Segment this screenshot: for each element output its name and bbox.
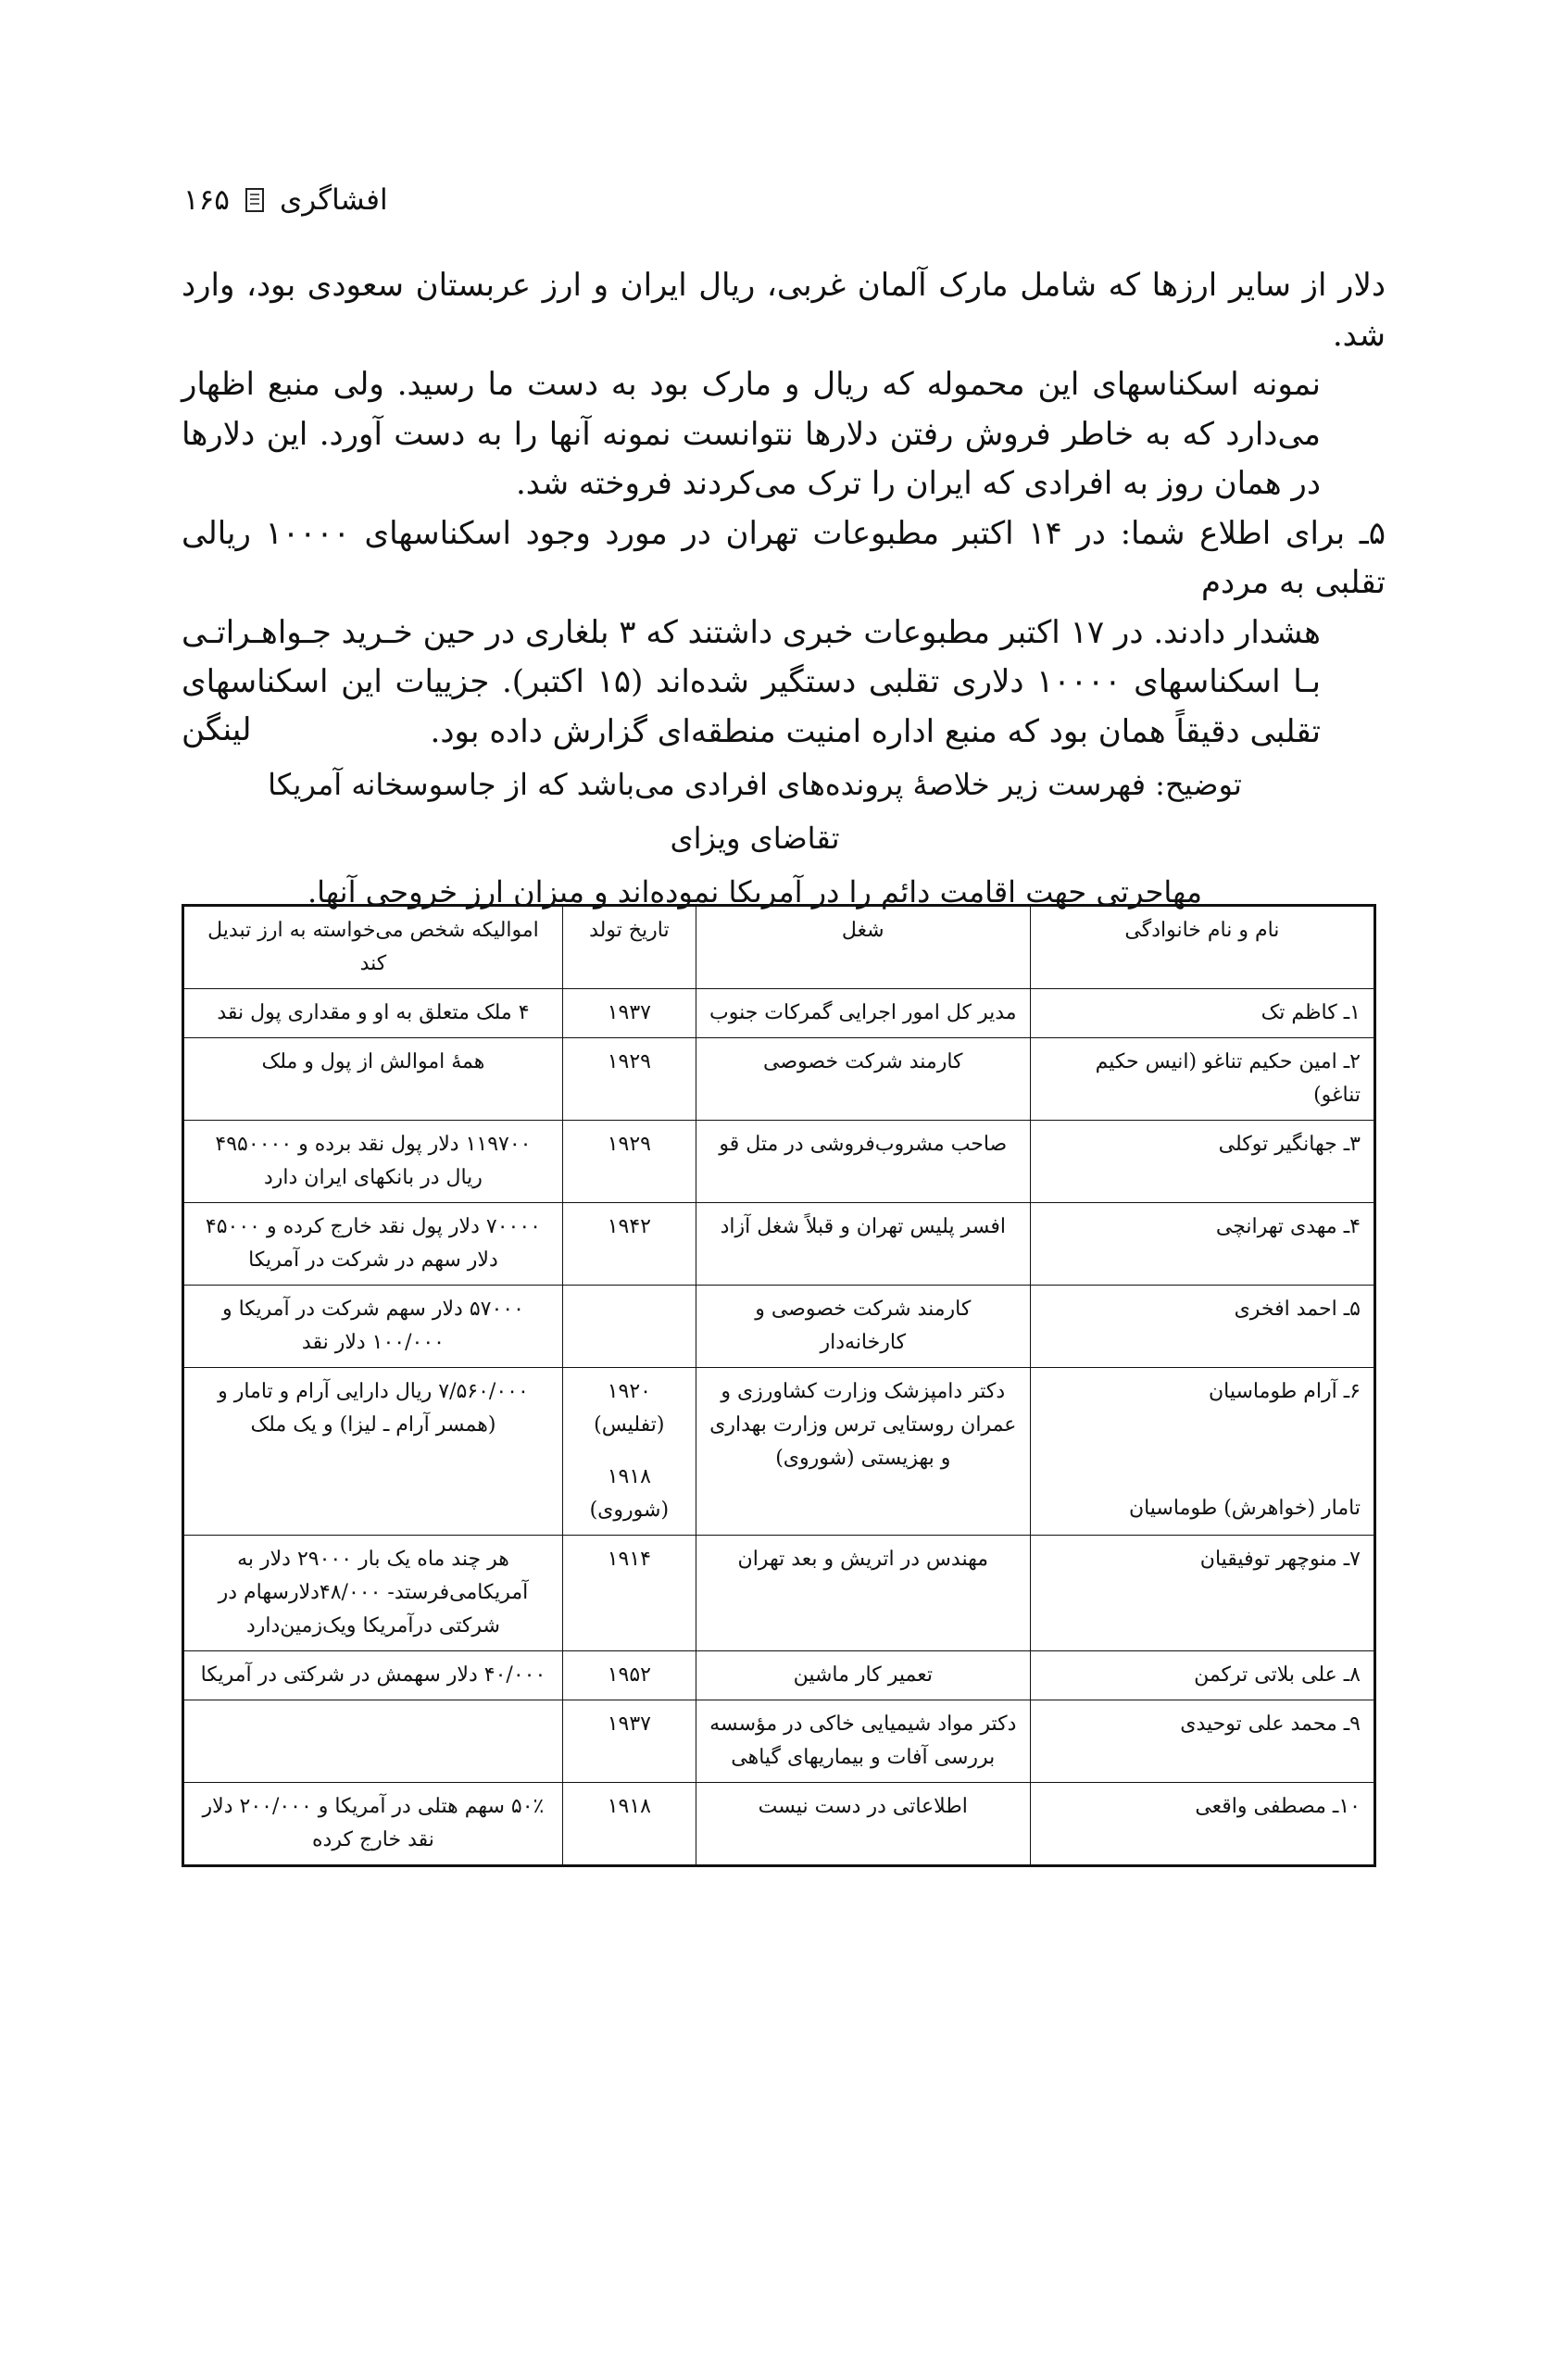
cell-birth: ۱۹۲۹ [562, 1038, 696, 1121]
paragraph-item-5: ۵ـ برای اطلاع شما: در ۱۴ اکتبر مطبوعات تهران در مورد وجود اسکناسهای ۱۰۰۰۰ ریالی تقلبی به مردم [182, 514, 1386, 601]
table-row [183, 1783, 1375, 1866]
table-row [183, 1203, 1375, 1286]
header-job: شغل [696, 906, 1030, 989]
cell-name: ۵ـ احمد افخری [1030, 1286, 1374, 1368]
header-name: نام و نام خانوادگی [1030, 906, 1374, 989]
cell-assets: همهٔ اموالش از پول و ملک [183, 1038, 563, 1121]
running-title: افشاگری [279, 183, 388, 217]
cell-name-secondary: تامار (خواهرش) طوماسیان [1128, 1497, 1361, 1520]
cell-name: ۱۰ـ مصطفی واقعی [1030, 1783, 1374, 1866]
cell-assets: ۷/۵۶۰/۰۰۰ ریال دارایی آرام و تامار و (همسر آرام ـ لیزا) و یک ملک [183, 1368, 563, 1536]
table-row [183, 1651, 1375, 1700]
table-row [183, 1286, 1375, 1368]
table-note [232, 758, 1278, 919]
cell-job: دکتر دامپزشک وزارت کشاورزی و عمران روستایی ترس وزارت بهداری و بهزیستی (شوروی) [696, 1368, 1030, 1536]
cell-birth: ۱۹۳۷ [562, 1700, 696, 1783]
cell-job: کارمند شرکت خصوصی و کارخانه‌دار [696, 1286, 1030, 1368]
table-row [183, 1368, 1375, 1536]
cell-name [1030, 1368, 1374, 1536]
cell-birth-primary: ۱۹۲۰ (تفلیس) [594, 1380, 665, 1436]
cell-name: ۷ـ منوچهر توفیقیان [1030, 1536, 1374, 1651]
header-assets: اموالیکه شخص می‌خواسته به ارز تبدیل کند [183, 906, 563, 989]
paragraph: دلار از سایر ارزها که شامل مارک آلمان غربی، ریال ایران و ارز عربستان سعودی بود، وارد شد. [182, 267, 1386, 354]
cell-job: دکتر مواد شیمیایی خاکی در مؤسسه بررسی آفات و بیماریهای گیاهی [696, 1700, 1030, 1783]
cell-name: ۴ـ مهدی تهرانچی [1030, 1203, 1374, 1286]
cell-assets: ۱۱۹۷۰۰ دلار پول نقد برده و ۴۹۵۰۰۰۰ ریال در بانکهای ایران دارد [183, 1121, 563, 1203]
cell-job: افسر پلیس تهران و قبلاً شغل آزاد [696, 1203, 1030, 1286]
cell-birth: ۱۹۱۴ [562, 1536, 696, 1651]
table-row [183, 1121, 1375, 1203]
cell-assets: هر چند ماه یک بار ۲۹۰۰۰ دلار به آمریکامی‌فرستد- ۴۸/۰۰۰دلارسهام در شرکتی درآمریکا ویک‌زمین‌دارد [183, 1536, 563, 1651]
cell-job: تعمیر کار ماشین [696, 1651, 1030, 1700]
table-row [183, 989, 1375, 1038]
cell-assets: ۷۰۰۰۰ دلار پول نقد خارج کرده و ۴۵۰۰۰ دلار سهم در شرکت در آمریکا [183, 1203, 563, 1286]
table-header-row [183, 906, 1375, 989]
cell-birth: ۱۹۴۲ [562, 1203, 696, 1286]
cell-assets: ۴۰/۰۰۰ دلار سهمش در شرکتی در آمریکا [183, 1651, 563, 1700]
cell-birth [562, 1368, 696, 1536]
note-line: توضیح: فهرست زیر خلاصهٔ پرونده‌های افرادی می‌باشد که از جاسوسخانه آمریکا تقاضای ویزای [268, 767, 1242, 856]
cell-name: ۸ـ علی بلاتی ترکمن [1030, 1651, 1374, 1700]
cell-job: کارمند شرکت خصوصی [696, 1038, 1030, 1121]
paragraph: هشدار دادند. در ۱۷ اکتبر مطبوعات خبری داشتند که ۳ بلغاری در حین خـرید جـواهـراتـی بـا اسکناسهای ۱۰۰۰۰ دلاری تقلبی دستگیر شده‌اند (۱۵ اکتبر). جزییات این اسکناسهای تقلبی دقیقاً همان بود که منبع اداره امنیت منطقه‌ای گزارش داده بود. [182, 613, 1321, 750]
cell-name: ۳ـ جهانگیر توکلی [1030, 1121, 1374, 1203]
cell-birth: ۱۹۱۸ [562, 1783, 696, 1866]
table-row [183, 1700, 1375, 1783]
cell-birth: ۱۹۳۷ [562, 989, 696, 1038]
body-text [182, 261, 1386, 757]
page-header [183, 183, 388, 217]
cell-name: ۱ـ کاظم تک [1030, 989, 1374, 1038]
cell-assets: ۵۰٪ سهم هتلی در آمریکا و ۲۰۰/۰۰۰ دلار نقد خارج کرده [183, 1783, 563, 1866]
cell-name: ۲ـ امین حکیم تناغو (انیس حکیم تناغو) [1030, 1038, 1374, 1121]
cell-name: ۹ـ محمد علی توحیدی [1030, 1700, 1374, 1783]
cell-birth [562, 1286, 696, 1368]
paragraph: نمونه اسکناسهای این محموله که ریال و مارک بود به دست ما رسید. ولی منبع اظهار می‌دارد که به خاطر فروش رفتن دلارها نتوانست نمونه آنها را به دست آورد. این دلارها در همان روز به افرادی که ایران را ترک می‌کردند فروخته شد. [182, 366, 1321, 502]
header-birth: تاریخ تولد [562, 906, 696, 989]
table-row [183, 1536, 1375, 1651]
cell-birth: ۱۹۵۲ [562, 1651, 696, 1700]
cell-name-primary: ۶ـ آرام طوماسیان [1208, 1380, 1361, 1403]
cell-birth: ۱۹۲۹ [562, 1121, 696, 1203]
book-page-icon [245, 187, 265, 213]
records-table [182, 904, 1376, 1867]
cell-assets [183, 1700, 563, 1783]
cell-assets: ۴ ملک متعلق به او و مقداری پول نقد [183, 989, 563, 1038]
signature: لینگن [182, 711, 252, 748]
cell-job: صاحب مشروب‌فروشی در متل قو [696, 1121, 1030, 1203]
cell-job: مدیر کل امور اجرایی گمرکات جنوب [696, 989, 1030, 1038]
cell-job: مهندس در اتریش و بعد تهران [696, 1536, 1030, 1651]
cell-assets: ۵۷۰۰۰ دلار سهم شرکت در آمریکا و ۱۰۰/۰۰۰ دلار نقد [183, 1286, 563, 1368]
page-number: ۱۶۵ [183, 183, 230, 217]
note-line: مهاجرتی جهت اقامت دائم را در آمریکا نموده‌اند و میزان ارز خروجی آنها. [307, 874, 1203, 910]
table-row [183, 1038, 1375, 1121]
cell-job: اطلاعاتی در دست نیست [696, 1783, 1030, 1866]
cell-birth-secondary: ۱۹۱۸ (شوروی) [589, 1465, 670, 1522]
